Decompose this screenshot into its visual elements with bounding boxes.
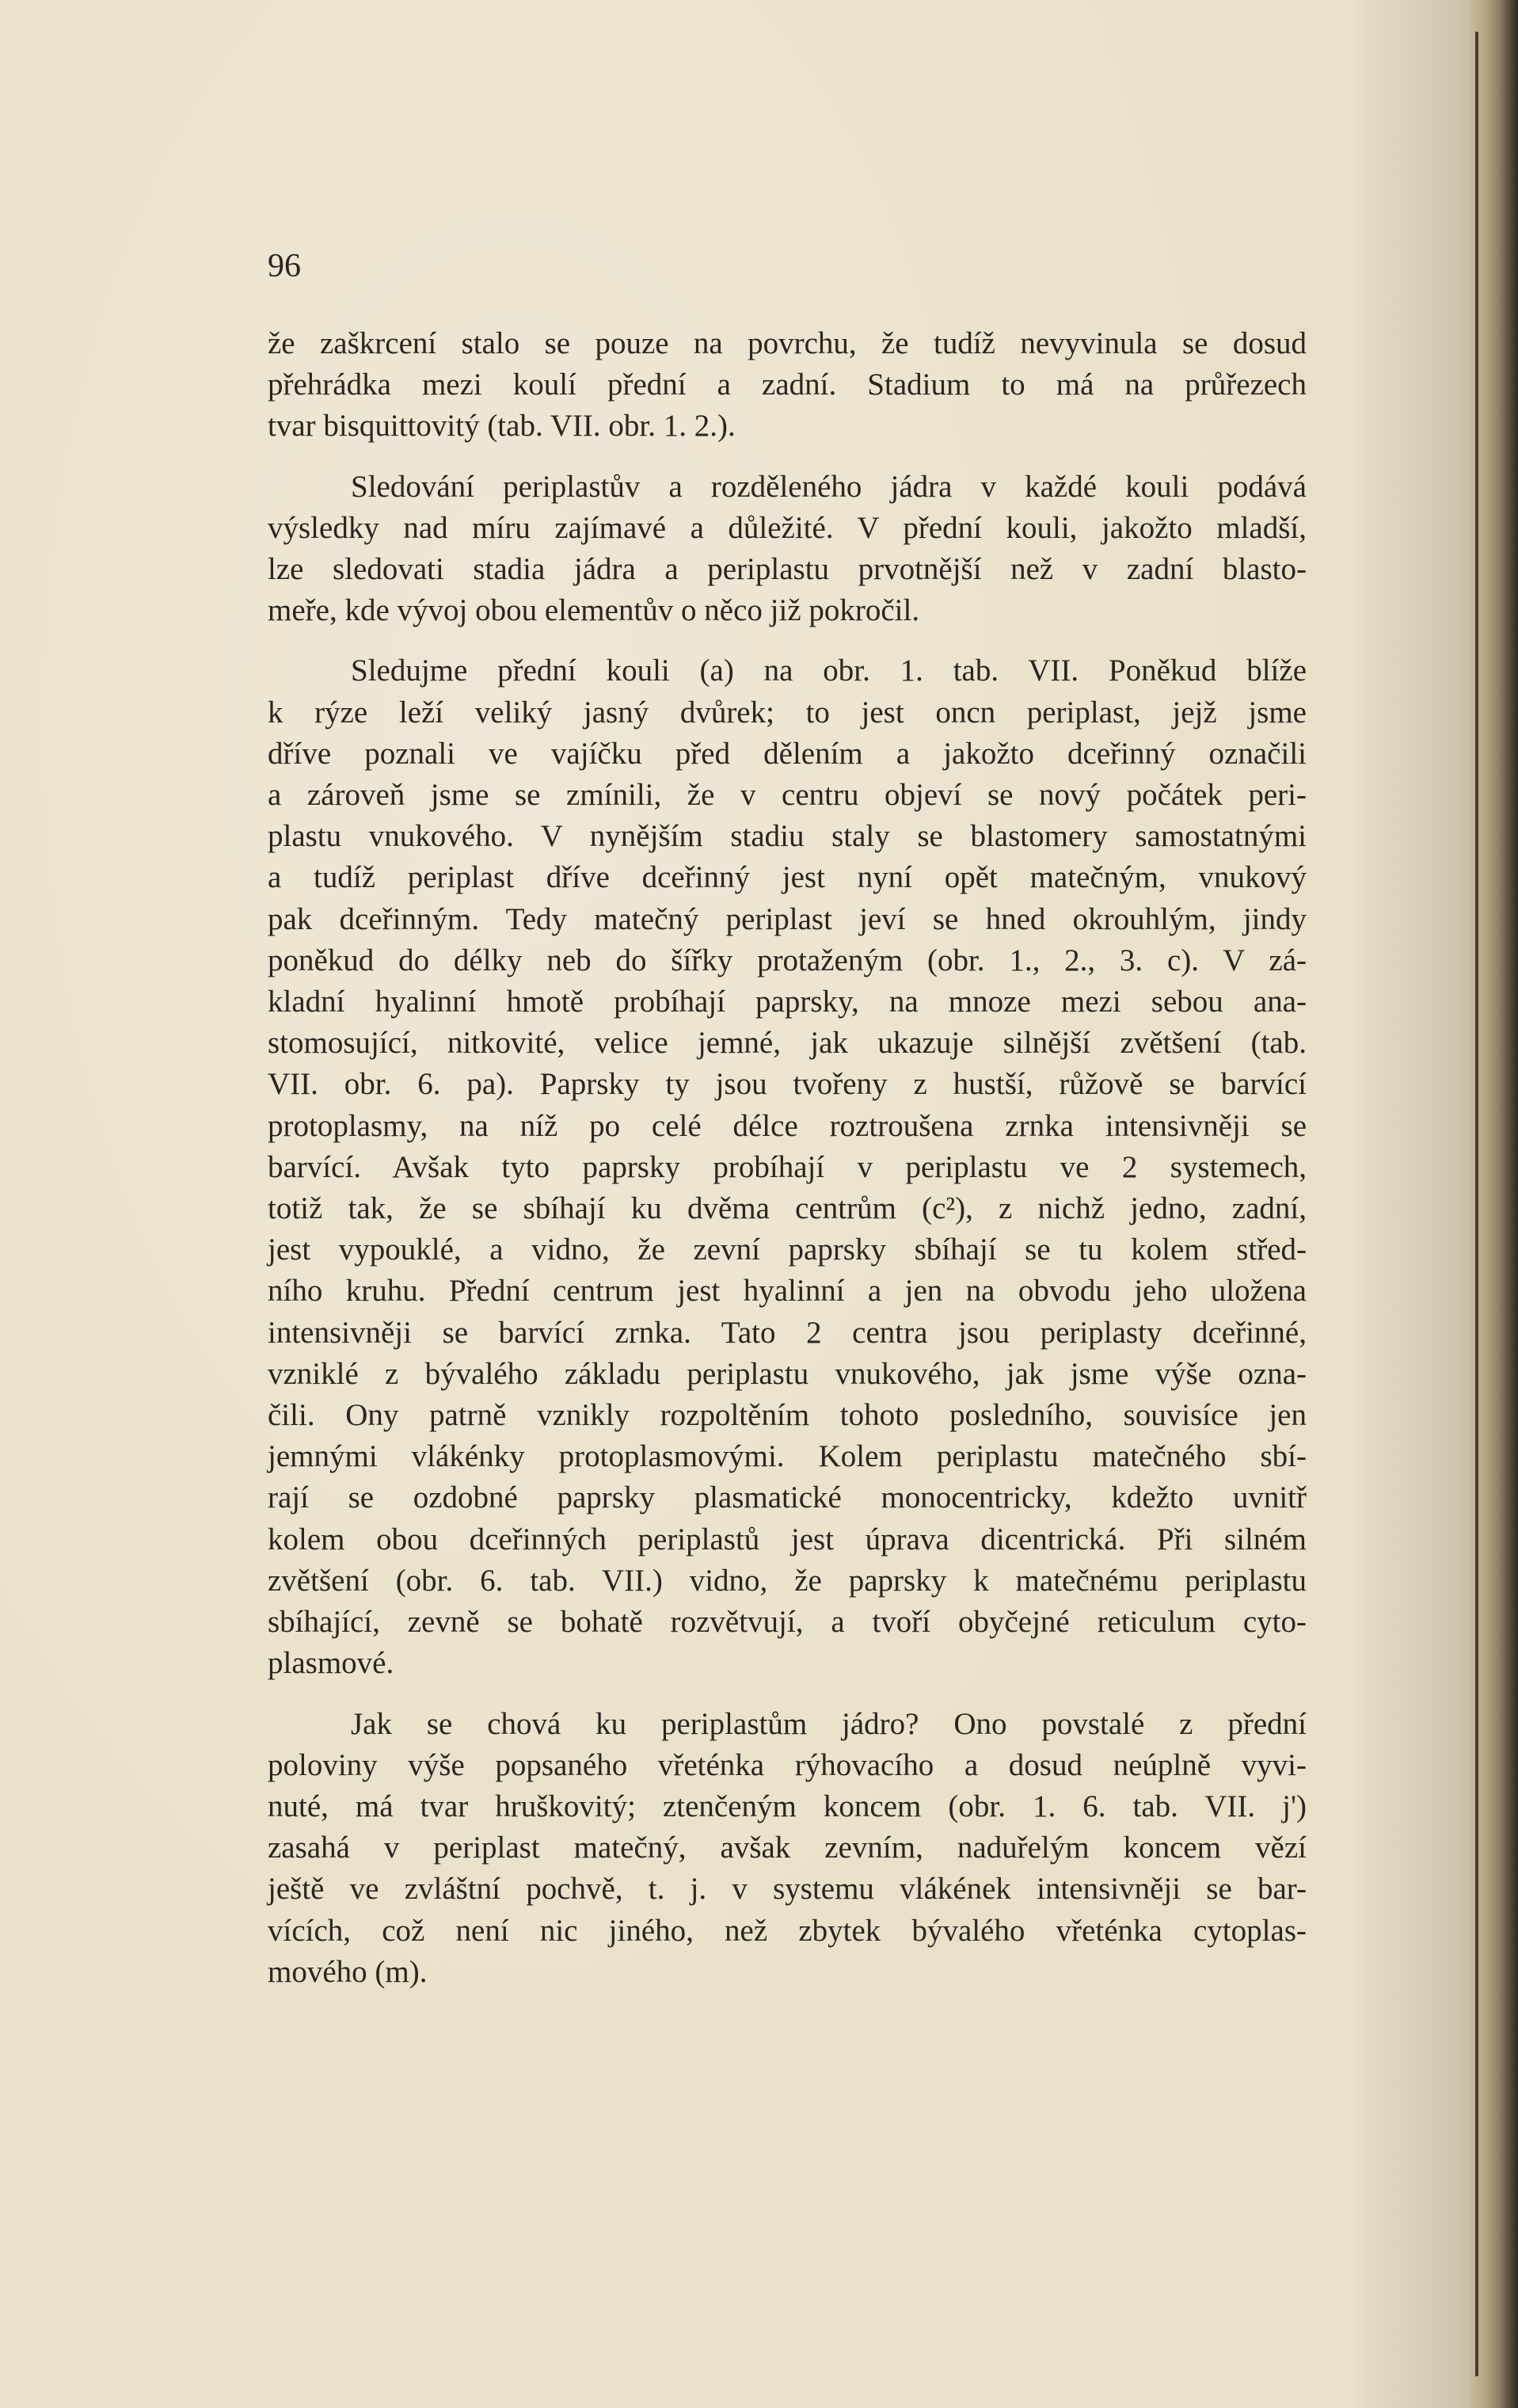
text-line: lze sledovati stadia jádra a periplastu prvotnější než v zadní blasto- — [268, 552, 1307, 587]
text-line: zasahá v periplast matečný, avšak zevním, naduřelým koncem vězí — [268, 1831, 1307, 1865]
text-line: barvící. Avšak tyto paprsky probíhají v periplastu ve 2 systemech, — [268, 1149, 1307, 1184]
text-line: poněkud do délky neb do šířky protaženým (obr. 1., 2., 3. c). V zá- — [268, 943, 1307, 977]
text-line: meře, kde vývoj obou elementův o něco již pokročil. — [268, 593, 920, 628]
text-line: totiž tak, že se sbíhají ku dvěma centrům (c²), z nichž jedno, zadní, — [268, 1191, 1307, 1226]
text-line: čili. Ony patrně vznikly rozpoltěním tohoto posledního, souvisíce jen — [268, 1398, 1307, 1433]
spine-shadow-line — [1475, 32, 1478, 2376]
text-line: ještě ve zvláštní pochvě, t. j. v systemu vlákének intensivněji se bar- — [268, 1872, 1307, 1907]
text-line: zvětšení (obr. 6. tab. VII.) vidno, že paprsky k matečnému periplastu — [268, 1563, 1307, 1598]
text-line: protoplasmy, na níž po celé délce roztroušena zrnka intensivněji se — [268, 1108, 1307, 1143]
paragraph — [268, 323, 1307, 448]
text-line: stomosující, nitkovité, velice jemné, jak ukazuje silnější zvětšení (tab. — [268, 1026, 1307, 1061]
text-line: mového (m). — [268, 1954, 428, 1989]
text-line: Jak se chová ku periplastům jádro? Ono povstalé z přední — [351, 1706, 1307, 1741]
text-line: VII. obr. 6. pa). Paprsky ty jsou tvořeny z hustší, růžově se barvící — [268, 1067, 1307, 1102]
text-line: a zároveň jsme se zmínili, že v centru objeví se nový počátek peri- — [268, 778, 1307, 813]
text-line: Sledujme přední kouli (a) na obr. 1. tab. VII. Poněkud blíže — [351, 653, 1307, 688]
text-line: jemnými vlákénky protoplasmovými. Kolem periplastu matečného sbí- — [268, 1439, 1307, 1474]
text-line: vzniklé z bývalého základu periplastu vnukového, jak jsme výše ozna- — [268, 1356, 1307, 1391]
text-line: dříve poznali ve vajíčku před dělením a jakožto dceřinný označili — [268, 736, 1307, 771]
text-line: přehrádka mezi koulí přední a zadní. Stadium to má na průřezech — [268, 368, 1307, 402]
text-line: poloviny výše popsaného vřeténka rýhovacího a dosud neúplně vyvi- — [268, 1747, 1307, 1782]
text-line: rají se ozdobné paprsky plasmatické monocentricky, kdežto uvnitř — [268, 1480, 1307, 1515]
text-line: kladní hyalinní hmotě probíhají paprsky, na mnoze mezi sebou ana- — [268, 985, 1307, 1019]
text-line: nuté, má tvar hruškovitý; ztenčeným koncem (obr. 1. 6. tab. VII. j') — [268, 1789, 1307, 1823]
text-line: plastu vnukového. V nynějším stadiu staly se blastomery samostatnými — [268, 819, 1307, 854]
text-line: sbíhající, zevně se bohatě rozvětvují, a tvoří obyčejné reticulum cyto- — [268, 1605, 1307, 1640]
text-line: výsledky nad míru zajímavé a důležité. V přední kouli, jakožto mladší, — [268, 510, 1307, 545]
paragraph — [268, 467, 1307, 632]
text-line: jest vypouklé, a vidno, že zevní paprsky sbíhají se tu kolem střed- — [268, 1233, 1307, 1267]
paragraph — [268, 1704, 1307, 1993]
text-line: že zaškrcení stalo se pouze na povrchu, že tudíž nevyvinula se dosud — [268, 326, 1307, 360]
page-number: 96 — [268, 248, 301, 284]
text-line: k rýze leží veliký jasný dvůrek; to jest oncn periplast, jejž jsme — [268, 695, 1307, 730]
text-line: plasmové. — [268, 1646, 394, 1681]
text-line: ního kruhu. Přední centrum jest hyalinní a jen na obvodu jeho uložena — [268, 1274, 1307, 1309]
text-line: kolem obou dceřinných periplastů jest úprava dicentrická. Při silném — [268, 1522, 1307, 1556]
text-line: a tudíž periplast dříve dceřinný jest nyní opět matečným, vnukový — [268, 860, 1307, 895]
text-line: intensivněji se barvící zrnka. Tato 2 centra jsou periplasty dceřinné, — [268, 1315, 1307, 1350]
text-line: pak dceřinným. Tedy matečný periplast jeví se hned okrouhlým, jindy — [268, 901, 1307, 936]
body-text — [268, 323, 1307, 2012]
text-line: Sledování periplastův a rozděleného jádra v každé kouli podává — [351, 469, 1307, 504]
text-line: vících, což není nic jiného, než zbytek bývalého vřeténka cytoplas- — [268, 1913, 1307, 1948]
text-line: tvar bisquittovitý (tab. VII. obr. 1. 2.). — [268, 409, 736, 444]
paragraph — [268, 650, 1307, 1684]
